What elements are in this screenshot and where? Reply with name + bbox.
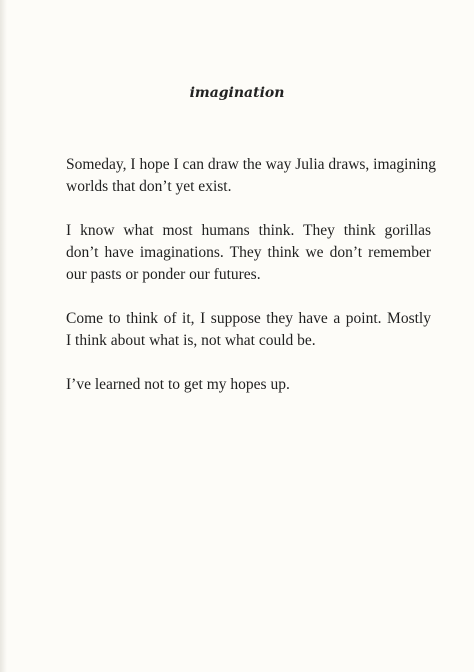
paragraph-line: our pasts or ponder our futures. bbox=[66, 266, 261, 283]
paragraph-line: I think about what is, not what could be. bbox=[66, 332, 316, 349]
paragraph-line: don’t have imaginations. They think we don’t remember bbox=[66, 244, 431, 261]
chapter-body bbox=[66, 154, 437, 418]
paragraph-2 bbox=[66, 220, 431, 286]
paragraph-line: Someday, I hope I can draw the way Julia draws, imagining bbox=[66, 156, 437, 173]
paragraph-line: I’ve learned not to get my hopes up. bbox=[66, 376, 290, 393]
paragraph-line: I know what most humans think. They think gorillas bbox=[66, 222, 431, 239]
chapter-title: imagination bbox=[189, 85, 285, 101]
paragraph-3 bbox=[66, 308, 431, 352]
paragraph-1 bbox=[66, 154, 437, 198]
paragraph-4 bbox=[66, 374, 431, 396]
paragraph-line: worlds that don’t yet exist. bbox=[66, 178, 232, 195]
paragraph-line: Come to think of it, I suppose they have a point. Mostly bbox=[66, 310, 431, 327]
